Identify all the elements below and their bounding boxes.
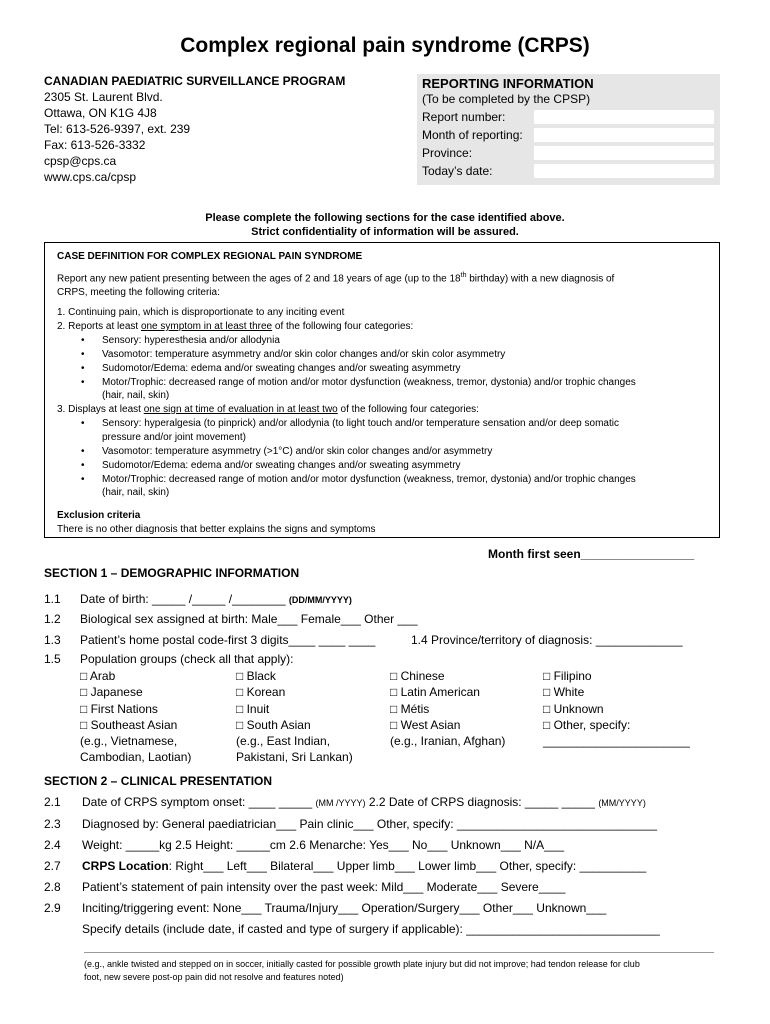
population-col-3[interactable] [390,668,505,749]
q-number: 2.7 [44,859,61,873]
criterion-2-item-cont: (hair, nail, skin) [102,390,170,401]
criterion-2-item: Sensory: hyperesthesia and/or allodynia [102,335,280,346]
reporting-heading: REPORTING INFORMATION [422,76,594,91]
province-field[interactable] [534,146,714,160]
criterion-1: 1. Continuing pain, which is disproportionate to any inciting event [57,307,345,318]
specify-details-field[interactable]: Specify details (include date, if casted and type of surgery if applicable): _____________________________ [82,922,660,936]
address-line: 2305 St. Laurent Blvd. [44,90,163,104]
biological-sex-field[interactable]: Biological sex assigned at birth: Male___ Female___ Other ___ [80,612,418,626]
other-specify-field[interactable]: ______________________ [543,734,690,749]
instructions [0,211,770,239]
reporting-subheading: (To be completed by the CPSP) [422,92,591,106]
phone: Tel: 613-526-9397, ext. 239 [44,122,191,136]
criterion-2-item: Vasomotor: temperature asymmetry and/or skin color changes and/or skin color asymmetry [102,349,506,360]
criterion-3-item: Motor/Trophic: decreased range of motion and/or motor dysfunction (weakness, tremor, dystonia) and/or trophic changes [102,474,636,485]
q-number: 1.2 [44,612,61,626]
checkbox-black[interactable]: □ Black [236,669,276,683]
example-line: foot, new severe post-op pain did not resolve and features noted) [84,972,344,982]
month-of-reporting-field[interactable] [534,128,714,142]
divider [84,952,714,953]
population-col-1[interactable] [80,668,191,766]
fax: Fax: 613-526-3332 [44,138,146,152]
population-col-4[interactable] [543,668,690,749]
case-definition-intro: Report any new patient presenting between the ages of 2 and 18 years of age (up to the 18th birthday) with a new diagnosis of [57,272,615,285]
section1-heading: SECTION 1 – DEMOGRAPHIC INFORMATION [44,566,300,580]
crps-location-field[interactable]: CRPS Location: Right___ Left___ Bilateral___ Upper limb___ Lower limb___ Other, specify: __________ [82,859,647,873]
instruction-line: Please complete the following sections for the case identified above. [205,212,565,224]
q-number: 2.1 [44,795,61,809]
criterion-3-item: Sudomotor/Edema: edema and/or sweating changes and/or sweating asymmetry [102,460,461,471]
q-number: 1.3 [44,633,61,647]
criterion-3: 3. Displays at least one sign at time of evaluation in at least two of the following four categories: [57,404,479,415]
example-note [84,958,640,984]
checkbox-japanese[interactable]: □ Japanese [80,685,143,700]
checkbox-first-nations[interactable]: □ First Nations [80,701,158,716]
section2-heading: SECTION 2 – CLINICAL PRESENTATION [44,774,273,788]
todays-date-label: Today’s date: [422,164,493,178]
criterion-3-item: Sensory: hyperalgesia (to pinprick) and/or allodynia (to light touch and/or temperature sensation and/or deep somatic [102,418,619,429]
weight-height-menarche-field[interactable]: Weight: _____kg 2.5 Height: _____cm 2.6 Menarche: Yes___ No___ Unknown___ N/A___ [82,838,565,852]
population-col-2[interactable] [236,668,353,766]
report-number-field[interactable] [534,110,714,124]
pain-intensity-field[interactable]: Patient’s statement of pain intensity over the past week: Mild___ Moderate___ Severe____ [82,880,566,894]
case-definition-heading: CASE DEFINITION FOR COMPLEX REGIONAL PAIN SYNDROME [57,251,363,262]
checkbox-southeast-asian[interactable]: □ Southeast Asian [80,717,178,732]
todays-date-field[interactable] [534,164,714,178]
checkbox-chinese[interactable]: □ Chinese [390,669,445,683]
crps-dates-field[interactable]: Date of CRPS symptom onset: ____ _____ (MM /YYYY) 2.2 Date of CRPS diagnosis: _____ _____ (MM/YYYY) [82,795,646,809]
address-line: Ottawa, ON K1G 4J8 [44,106,157,120]
checkbox-south-asian[interactable]: □ South Asian [236,717,311,732]
population-example: (e.g., East Indian, [236,734,331,749]
criterion-3-item-cont: pressure and/or joint movement) [102,432,246,443]
website[interactable]: www.cps.ca/cpsp [44,170,137,184]
checkbox-korean[interactable]: □ Korean [236,685,286,700]
checkbox-unknown[interactable]: □ Unknown [543,701,604,716]
q-number: 1.5 [44,652,61,666]
month-of-reporting-label: Month of reporting: [422,128,523,142]
date-of-birth-field[interactable]: Date of birth: _____ /_____ /________ (DD/MM/YYYY) [80,592,352,606]
criterion-2: 2. Reports at least one symptom in at least three of the following four categories: [57,321,414,332]
population-example: Pakistani, Sri Lankan) [236,750,353,765]
diagnosed-by-field[interactable]: Diagnosed by: General paediatrician___ Pain clinic___ Other, specify: ______________________________ [82,817,658,831]
exclusion-text: There is no other diagnosis that better explains the signs and symptoms [57,524,376,535]
checkbox-metis[interactable]: □ Métis [390,701,430,716]
criterion-2-item: Motor/Trophic: decreased range of motion and/or motor dysfunction (weakness, tremor, dystonia) and/or trophic changes [102,377,636,388]
population-groups-label: Population groups (check all that apply): [80,652,294,666]
report-number-label: Report number: [422,110,506,124]
q-number: 1.1 [44,592,61,606]
province-of-diagnosis-field[interactable]: 1.4 Province/territory of diagnosis: _____________ [411,633,683,647]
program-name: CANADIAN PAEDIATRIC SURVEILLANCE PROGRAM [44,74,346,88]
page-title: Complex regional pain syndrome (CRPS) [180,34,590,57]
population-example: (e.g., Iranian, Afghan) [390,734,506,749]
checkbox-other[interactable]: □ Other, specify: [543,717,631,732]
exclusion-heading: Exclusion criteria [57,510,141,521]
criterion-3-item-cont: (hair, nail, skin) [102,487,170,498]
population-example: (e.g., Vietnamese, [80,734,178,749]
checkbox-inuit[interactable]: □ Inuit [236,701,270,716]
q-number: 2.9 [44,901,61,915]
q-number: 2.4 [44,838,61,852]
q-number: 2.3 [44,817,61,831]
population-example: Cambodian, Laotian) [80,750,192,765]
checkbox-arab[interactable]: □ Arab [80,669,116,683]
case-definition-box: CASE DEFINITION FOR COMPLEX REGIONAL PAIN SYNDROME Report any new patient presenting between the ages of 2 and 18 years of age (up to the 18th birthday) with a new diagnosis of CRPS, meeting the following criteria: 1. Continuing pain, which is disproportionate to any inciting event 2. Reports at least one symptom in at least three of the following four categories: • Sensory: hyperesthesia and/or allodynia • Vasomotor: temperature asymmetry and/or skin color changes and/or skin color asymmetry • Sudomotor/Edema: edema and/or sweating changes and/or sweating asymmetry • Motor/Trophic: decreased range of motion and/or motor dysfunction (weakness, tremor, dystonia) and/or trophic changes (hair, nail, skin) 3. Displays at least one sign at time of evaluation in at least two of the following four categories: • Sensory: hyperalgesia (to pinprick) and/or allodynia (to light touch and/or temperature sensation and/or deep somatic pressure and/or joint movement) • Vasomotor: temperature asymmetry (>1°C) and/or skin color changes and/or asymmetry • Sudomotor/Edema: edema and/or sweating changes and/or sweating asymmetry • Motor/Trophic: decreased range of motion and/or motor dysfunction (weakness, tremor, dystonia) and/or trophic changes (hair, nail, skin) Exclusion criteria There is no other diagnosis that better explains the signs and symptoms [44,242,720,538]
q-number: 2.8 [44,880,61,894]
checkbox-latin-american[interactable]: □ Latin American [390,685,480,700]
postal-code-field[interactable]: Patient’s home postal code-first 3 digits____ ____ ____ [80,633,376,647]
example-line: (e.g., ankle twisted and stepped on in soccer, initially casted for possible growth plate injury but did not improve; had tendon release for club [84,959,640,969]
province-label: Province: [422,146,473,160]
checkbox-filipino[interactable]: □ Filipino [543,669,592,683]
instruction-line: Strict confidentiality of information will be assured. [251,226,519,238]
criterion-2-item: Sudomotor/Edema: edema and/or sweating changes and/or sweating asymmetry [102,363,461,374]
checkbox-white[interactable]: □ White [543,685,585,700]
reporting-information-box [417,74,720,185]
checkbox-west-asian[interactable]: □ West Asian [390,717,461,732]
case-definition-intro-2: CRPS, meeting the following criteria: [57,287,220,298]
program-address [44,73,345,185]
email[interactable]: cpsp@cps.ca [44,154,117,168]
criterion-3-item: Vasomotor: temperature asymmetry (>1°C) and/or skin color changes and/or asymmetry [102,446,493,457]
inciting-event-field[interactable]: Inciting/triggering event: None___ Trauma/Injury___ Operation/Surgery___ Other___ Unknown___ [82,901,607,915]
month-first-seen[interactable]: Month first seen_________________ [488,547,695,561]
